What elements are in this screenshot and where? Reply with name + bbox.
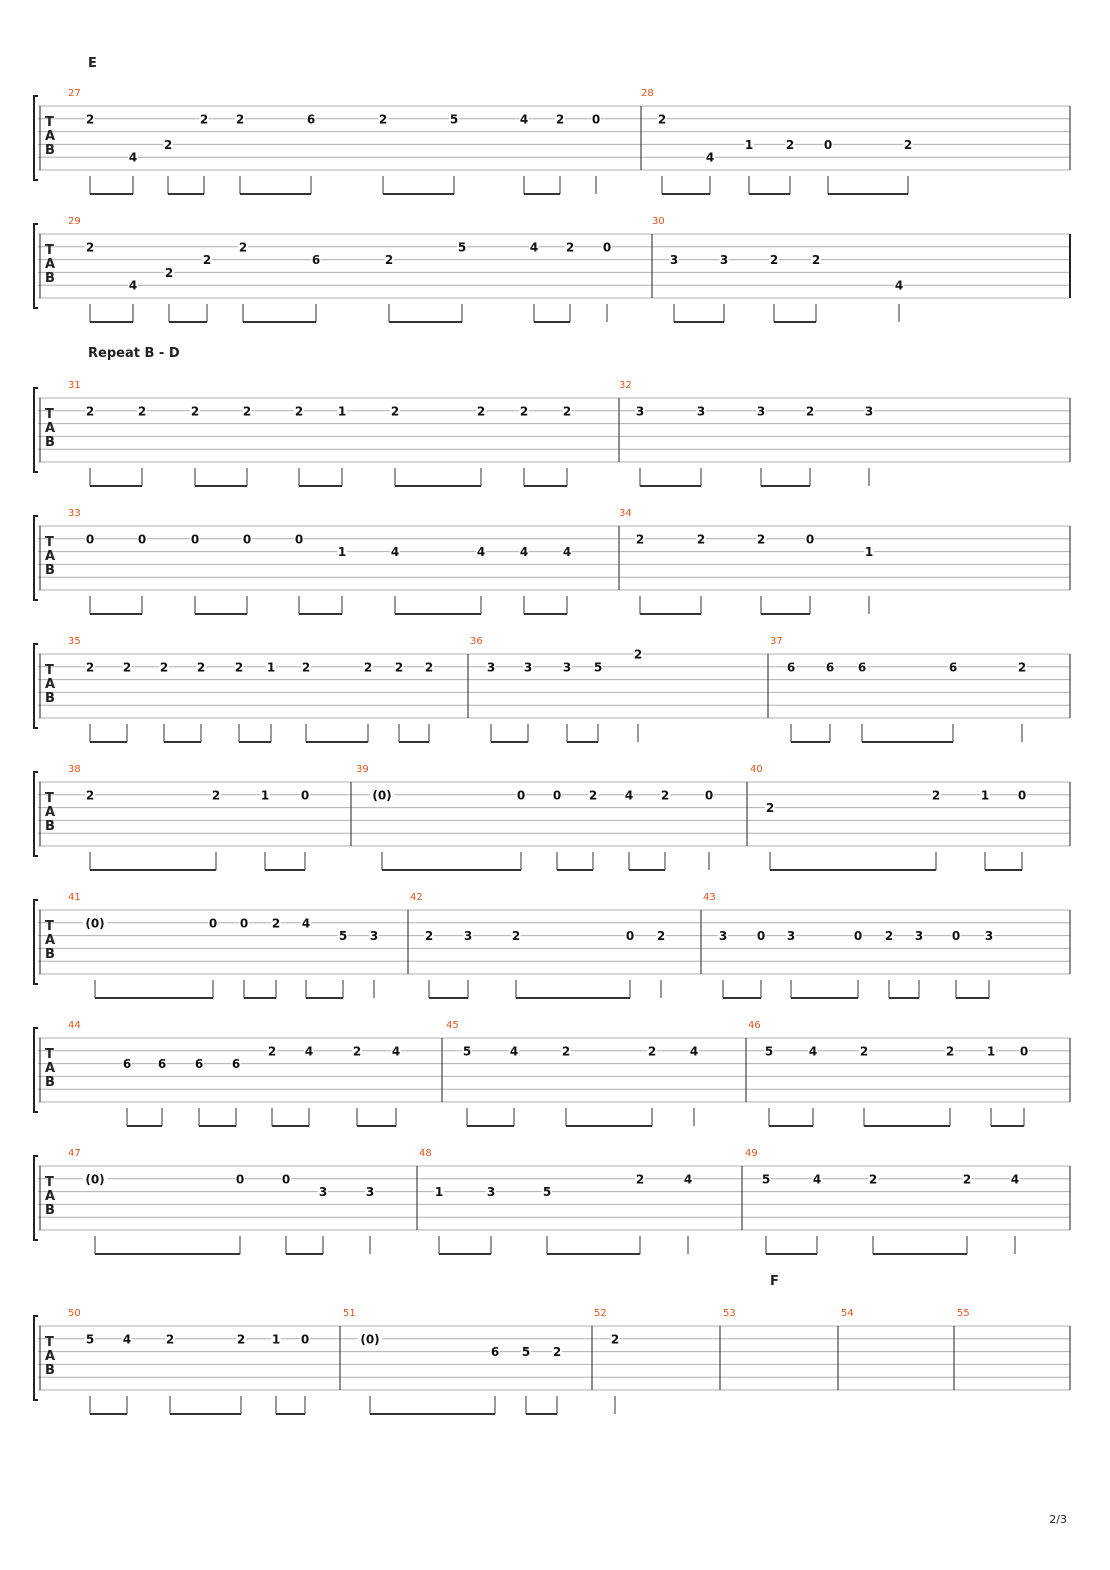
fret-number: 2: [85, 112, 95, 127]
tab-clef-letter: B: [45, 143, 55, 158]
fret-number: 4: [808, 1044, 818, 1059]
fret-number: 0: [239, 916, 249, 931]
tab-system: [34, 636, 1070, 742]
fret-number: 5: [521, 1345, 531, 1360]
measure: [419, 1148, 693, 1254]
fret-number: 2: [390, 404, 400, 419]
fret-number: 3: [756, 404, 766, 419]
fret-number: 2: [202, 253, 212, 268]
tab-clef-letter: T: [45, 919, 54, 934]
fret-number: 2: [859, 1044, 869, 1059]
fret-number: 1: [744, 137, 754, 152]
fret-number: 0: [805, 532, 815, 547]
tab-system: [34, 346, 1070, 486]
fret-number: 2: [765, 801, 775, 816]
measure: [68, 88, 601, 194]
measure: [68, 1148, 375, 1254]
fret-number: 4: [519, 545, 529, 560]
fret-number: 0: [281, 1172, 291, 1187]
fret-number: 2: [884, 929, 894, 944]
measure-number: 33: [68, 508, 81, 519]
fret-number: 5: [457, 240, 467, 255]
fret-number: 2: [562, 404, 572, 419]
tab-clef-letter: B: [45, 563, 55, 578]
system-brace: [34, 388, 38, 472]
fret-number: 1: [266, 660, 276, 675]
fret-number: 1: [271, 1332, 281, 1347]
fret-number: 2: [271, 916, 281, 931]
fret-number: 6: [825, 660, 835, 675]
fret-number: 3: [864, 404, 874, 419]
tab-clef-letter: A: [45, 421, 56, 436]
fret-number: 0: [591, 112, 601, 127]
fret-number: 4: [128, 278, 138, 293]
measure: [619, 380, 874, 486]
fret-number: 0: [853, 929, 863, 944]
tab-clef-letter: T: [45, 1175, 54, 1190]
fret-number: 2: [868, 1172, 878, 1187]
fret-number: 0: [625, 929, 635, 944]
page-number: 2/3: [1049, 1513, 1067, 1526]
fret-number: 0: [1019, 1044, 1029, 1059]
tab-clef-letter: B: [45, 1075, 55, 1090]
fret-number: 2: [196, 660, 206, 675]
measure: [748, 1020, 1029, 1126]
fret-number: 3: [696, 404, 706, 419]
measure: [641, 88, 913, 194]
fret-number: 0: [300, 788, 310, 803]
measure: [68, 508, 572, 614]
fret-number: 0: [704, 788, 714, 803]
measure-number: 35: [68, 636, 81, 647]
fret-number: 2: [588, 788, 598, 803]
fret-number: 1: [980, 788, 990, 803]
measure-number: 43: [703, 892, 716, 903]
measure-number: 39: [356, 764, 369, 775]
tab-clef-letter: T: [45, 791, 54, 806]
fret-number: 4: [529, 240, 539, 255]
fret-number: 6: [786, 660, 796, 675]
measure-number: 52: [594, 1308, 607, 1319]
fret-number: 5: [593, 660, 603, 675]
fret-number: 4: [304, 1044, 314, 1059]
tab-system: [34, 56, 1070, 194]
measure: [356, 764, 714, 870]
measure-number: 32: [619, 380, 632, 391]
tab-clef-letter: T: [45, 243, 54, 258]
tab-clef-letter: A: [45, 1189, 56, 1204]
tab-systems: [34, 56, 1070, 1414]
fret-number: 6: [122, 1057, 132, 1072]
fret-number: 2: [378, 112, 388, 127]
fret-number: 3: [318, 1185, 328, 1200]
fret-number: 2: [394, 660, 404, 675]
fret-number: 4: [509, 1044, 519, 1059]
fret-number: 0: [1017, 788, 1027, 803]
fret-number: 6: [231, 1057, 241, 1072]
tab-clef-letter: A: [45, 677, 56, 692]
fret-number: 0: [85, 532, 95, 547]
fret-number: 2: [635, 1172, 645, 1187]
measure: [68, 380, 572, 486]
fret-number: 2: [511, 929, 521, 944]
fret-number: 2: [1017, 660, 1027, 675]
tab-clef-letter: T: [45, 535, 54, 550]
fret-number: 4: [301, 916, 311, 931]
measure-number: 47: [68, 1148, 81, 1159]
fret-number: 5: [85, 1332, 95, 1347]
fret-number: 2: [647, 1044, 657, 1059]
fret-number: 5: [764, 1044, 774, 1059]
fret-number: 2: [696, 532, 706, 547]
fret-number: 3: [369, 929, 379, 944]
fret-number: 4: [1010, 1172, 1020, 1187]
measure-number: 53: [723, 1308, 736, 1319]
measure: [68, 764, 310, 870]
measure: [703, 892, 994, 998]
measure: [770, 636, 1027, 742]
fret-number: 0: [951, 929, 961, 944]
tab-clef-letter: A: [45, 933, 56, 948]
measure: [68, 1020, 401, 1126]
fret-number: 2: [769, 253, 779, 268]
fret-number: 2: [294, 404, 304, 419]
fret-number: 2: [352, 1044, 362, 1059]
fret-number: 3: [718, 929, 728, 944]
measure-number: 54: [841, 1308, 854, 1319]
fret-number: 5: [542, 1185, 552, 1200]
fret-number: 2: [565, 240, 575, 255]
fret-number: 1: [337, 404, 347, 419]
measure: [745, 1148, 1020, 1254]
tab-system: [34, 1148, 1070, 1254]
tab-clef-letter: T: [45, 1047, 54, 1062]
fret-number: 1: [337, 545, 347, 560]
fret-number: 6: [306, 112, 316, 127]
fret-number: 2: [159, 660, 169, 675]
measure: [619, 508, 874, 614]
tab-system: [34, 216, 1070, 322]
measure-number: 50: [68, 1308, 81, 1319]
fret-number: 2: [610, 1332, 620, 1347]
fret-number: 2: [384, 253, 394, 268]
system-brace: [34, 1316, 38, 1400]
fret-number: 2: [945, 1044, 955, 1059]
measure: [750, 764, 1027, 870]
measure-number: 40: [750, 764, 763, 775]
tab-clef-letter: A: [45, 1061, 56, 1076]
fret-number: 2: [519, 404, 529, 419]
fret-number: 5: [761, 1172, 771, 1187]
fret-number: 3: [486, 660, 496, 675]
fret-number: 5: [449, 112, 459, 127]
system-brace: [34, 644, 38, 728]
measure-number: 36: [470, 636, 483, 647]
fret-number: 2: [163, 137, 173, 152]
measure-number: 37: [770, 636, 783, 647]
fret-number: 2: [199, 112, 209, 127]
fret-number: 4: [812, 1172, 822, 1187]
measure-number: 29: [68, 216, 81, 227]
measure: [594, 1308, 620, 1414]
fret-number: 4: [689, 1044, 699, 1059]
measure-number: 38: [68, 764, 81, 775]
fret-number: (0): [372, 788, 392, 803]
fret-number: 2: [805, 404, 815, 419]
measure-number: 55: [957, 1308, 970, 1319]
tab-system: [34, 764, 1070, 870]
fret-number: 3: [635, 404, 645, 419]
fret-number: 2: [931, 788, 941, 803]
fret-number: 2: [635, 532, 645, 547]
measure: [343, 1308, 562, 1414]
fret-number: 4: [390, 545, 400, 560]
fret-number: 2: [476, 404, 486, 419]
fret-number: 2: [85, 404, 95, 419]
fret-number: 0: [552, 788, 562, 803]
section-label: Repeat B - D: [88, 346, 180, 361]
fret-number: 2: [561, 1044, 571, 1059]
fret-number: 0: [208, 916, 218, 931]
fret-number: (0): [85, 1172, 105, 1187]
tab-clef-letter: B: [45, 819, 55, 834]
fret-number: 4: [122, 1332, 132, 1347]
measure: [841, 1308, 854, 1319]
tab-clef-letter: A: [45, 129, 56, 144]
fret-number: 2: [660, 788, 670, 803]
fret-number: 2: [657, 112, 667, 127]
fret-number: 2: [424, 929, 434, 944]
fret-number: 0: [602, 240, 612, 255]
tab-clef-letter: B: [45, 271, 55, 286]
measure-number: 49: [745, 1148, 758, 1159]
measure-number: 46: [748, 1020, 761, 1031]
fret-number: 0: [516, 788, 526, 803]
fret-number: 2: [962, 1172, 972, 1187]
fret-number: 2: [122, 660, 132, 675]
system-brace: [34, 224, 38, 308]
fret-number: 2: [85, 788, 95, 803]
tab-clef-letter: T: [45, 407, 54, 422]
tab-clef-letter: B: [45, 1363, 55, 1378]
measure-number: 51: [343, 1308, 356, 1319]
fret-number: 4: [705, 150, 715, 165]
fret-number: 2: [633, 647, 643, 662]
fret-number: 5: [338, 929, 348, 944]
fret-number: 2: [190, 404, 200, 419]
section-label: E: [88, 56, 97, 71]
fret-number: 2: [267, 1044, 277, 1059]
fret-number: 6: [857, 660, 867, 675]
fret-number: 4: [391, 1044, 401, 1059]
fret-number: 3: [719, 253, 729, 268]
measure-number: 34: [619, 508, 632, 519]
measure: [446, 1020, 699, 1126]
fret-number: 3: [984, 929, 994, 944]
measure: [470, 636, 643, 742]
system-brace: [34, 1156, 38, 1240]
measure-number: 48: [419, 1148, 432, 1159]
fret-number: 2: [235, 112, 245, 127]
fret-number: 3: [562, 660, 572, 675]
fret-number: 1: [986, 1044, 996, 1059]
fret-number: 6: [948, 660, 958, 675]
fret-number: 2: [785, 137, 795, 152]
fret-number: 0: [242, 532, 252, 547]
fret-number: 2: [238, 240, 248, 255]
measure-number: 45: [446, 1020, 459, 1031]
tab-clef-letter: B: [45, 1203, 55, 1218]
measure-number: 41: [68, 892, 81, 903]
fret-number: 4: [476, 545, 486, 560]
measure-number: 44: [68, 1020, 81, 1031]
fret-number: 4: [683, 1172, 693, 1187]
system-brace: [34, 1028, 38, 1112]
fret-number: 2: [211, 788, 221, 803]
system-brace: [34, 900, 38, 984]
tab-system: [34, 1274, 1070, 1414]
system-brace: [34, 96, 38, 180]
tab-clef-letter: A: [45, 257, 56, 272]
measure-number: 30: [652, 216, 665, 227]
fret-number: 2: [555, 112, 565, 127]
fret-number: 3: [463, 929, 473, 944]
fret-number: 0: [823, 137, 833, 152]
tab-clef-letter: T: [45, 1335, 54, 1350]
fret-number: 0: [137, 532, 147, 547]
fret-number: 6: [157, 1057, 167, 1072]
fret-number: 2: [552, 1345, 562, 1360]
fret-number: 2: [656, 929, 666, 944]
fret-number: 0: [300, 1332, 310, 1347]
tab-clef-letter: B: [45, 435, 55, 450]
system-brace: [34, 772, 38, 856]
measure: [723, 1308, 736, 1319]
fret-number: 0: [190, 532, 200, 547]
tab-clef-letter: T: [45, 663, 54, 678]
measure: [652, 216, 904, 322]
tab-clef-letter: A: [45, 549, 56, 564]
tab-clef-letter: B: [45, 947, 55, 962]
fret-number: (0): [85, 916, 105, 931]
fret-number: 2: [363, 660, 373, 675]
fret-number: 6: [194, 1057, 204, 1072]
section-label: F: [770, 1274, 779, 1289]
fret-number: 1: [434, 1185, 444, 1200]
measure: [957, 1308, 970, 1319]
measure: [68, 216, 612, 322]
tab-system: [34, 1020, 1070, 1126]
tab-clef-letter: A: [45, 805, 56, 820]
fret-number: 3: [669, 253, 679, 268]
fret-number: 3: [914, 929, 924, 944]
fret-number: 6: [311, 253, 321, 268]
fret-number: 4: [519, 112, 529, 127]
fret-number: 6: [490, 1345, 500, 1360]
fret-number: 0: [235, 1172, 245, 1187]
fret-number: 2: [424, 660, 434, 675]
tab-clef-letter: T: [45, 115, 54, 130]
tab-system: [34, 892, 1070, 998]
tab-system: [34, 508, 1070, 614]
measure-number: 42: [410, 892, 423, 903]
fret-number: 3: [786, 929, 796, 944]
fret-number: 3: [365, 1185, 375, 1200]
measure-number: 31: [68, 380, 81, 391]
fret-number: 4: [624, 788, 634, 803]
fret-number: 2: [903, 137, 913, 152]
fret-number: 0: [294, 532, 304, 547]
fret-number: 2: [85, 240, 95, 255]
measure: [68, 1308, 310, 1414]
measure-number: 27: [68, 88, 81, 99]
fret-number: 5: [462, 1044, 472, 1059]
system-brace: [34, 516, 38, 600]
fret-number: 2: [301, 660, 311, 675]
fret-number: 2: [137, 404, 147, 419]
fret-number: 2: [234, 660, 244, 675]
fret-number: 2: [756, 532, 766, 547]
fret-number: 2: [164, 265, 174, 280]
fret-number: 0: [756, 929, 766, 944]
fret-number: 2: [236, 1332, 246, 1347]
fret-number: 4: [562, 545, 572, 560]
fret-number: 2: [242, 404, 252, 419]
fret-number: 2: [811, 253, 821, 268]
fret-number: 2: [165, 1332, 175, 1347]
fret-number: (0): [360, 1332, 380, 1347]
fret-number: 3: [523, 660, 533, 675]
fret-number: 4: [894, 278, 904, 293]
fret-number: 1: [260, 788, 270, 803]
fret-number: 3: [486, 1185, 496, 1200]
measure-number: 28: [641, 88, 654, 99]
tab-clef-letter: A: [45, 1349, 56, 1364]
fret-number: 4: [128, 150, 138, 165]
fret-number: 1: [864, 545, 874, 560]
tab-clef-letter: B: [45, 691, 55, 706]
measure: [410, 892, 666, 998]
fret-number: 2: [85, 660, 95, 675]
measure: [68, 892, 379, 998]
measure: [68, 636, 434, 742]
